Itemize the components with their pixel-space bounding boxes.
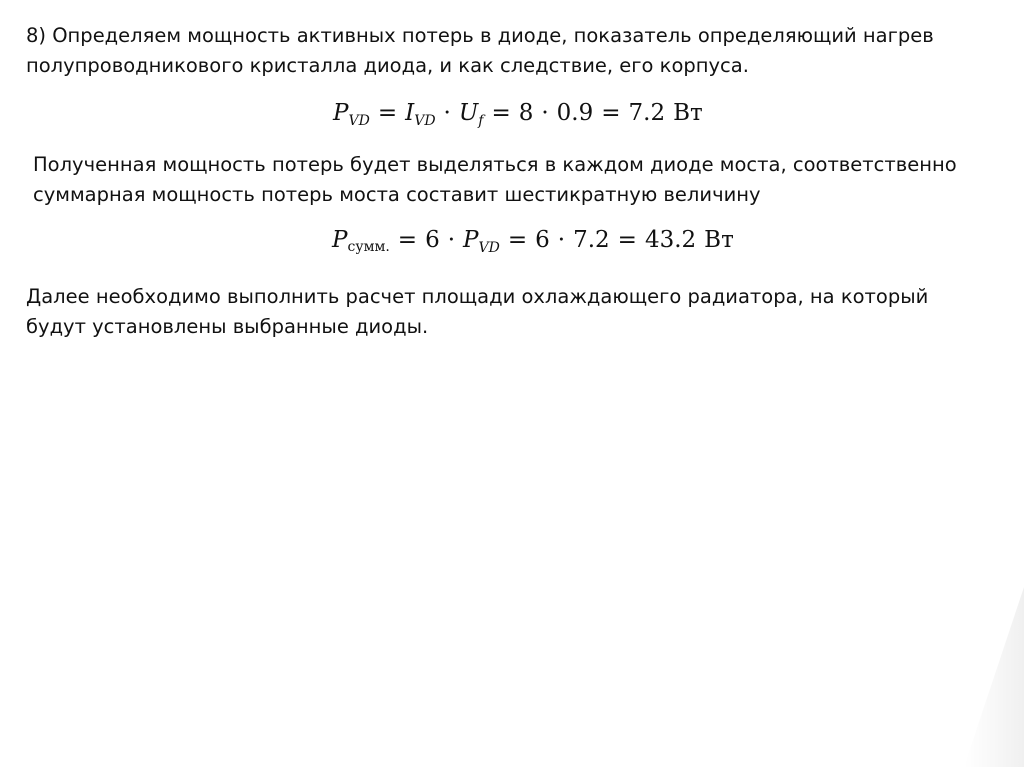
formula-subscript: VD <box>348 113 370 129</box>
formula-symbol: P <box>333 100 349 126</box>
formula-symbol: I <box>405 100 415 126</box>
formula-symbol: P <box>463 227 479 253</box>
formula-symbol: U <box>458 100 479 126</box>
formula-diode-power: $P_{VD} = I_{VD} \cdot U_f = 8 \cdot 0.9 = 7.2$ Вт <box>333 100 703 129</box>
formula-subscript: VD <box>414 113 436 129</box>
formula-unit: Вт <box>704 227 734 253</box>
formula-subscript: сумм. <box>347 239 390 255</box>
page-corner-shadow <box>964 587 1024 767</box>
paragraph-line: суммарная мощность потерь моста составит шестикратную величину <box>33 183 761 206</box>
formula-value: 8 <box>518 100 534 126</box>
formula-symbol: P <box>332 227 348 253</box>
paragraph-line: будут установлены выбранные диоды. <box>26 315 429 338</box>
formula-total-power: Pсумм. = $6 \cdot P_{VD} = 6 \cdot 7.2 = 43.2$ Вт <box>332 227 734 256</box>
formula-value: 7.2 <box>573 227 610 253</box>
paragraph-bridge-loss <box>33 150 957 210</box>
paragraph-line: Полученная мощность потерь будет выделяться в каждом диоде моста, соответственно <box>33 153 957 176</box>
formula-result: 43.2 <box>644 227 697 253</box>
paragraph-line: Далее необходимо выполнить расчет площади охлаждающего радиатора, на который <box>26 285 929 308</box>
paragraph-radiator <box>26 282 928 342</box>
formula-value: 6 <box>535 227 550 253</box>
formula-unit: Вт <box>673 100 703 126</box>
formula-subscript: VD <box>478 240 500 256</box>
paragraph-line: полупроводникового кристалла диода, и как следствие, его корпуса. <box>26 54 749 77</box>
formula-subscript: f <box>478 113 484 129</box>
formula-value: 6 <box>425 227 440 253</box>
formula-value: 0.9 <box>556 100 594 126</box>
paragraph-diode-loss <box>26 21 934 81</box>
paragraph-line: 8) Определяем мощность активных потерь в диоде, показатель определяющий нагрев <box>26 24 934 47</box>
formula-result: 7.2 <box>628 100 666 126</box>
